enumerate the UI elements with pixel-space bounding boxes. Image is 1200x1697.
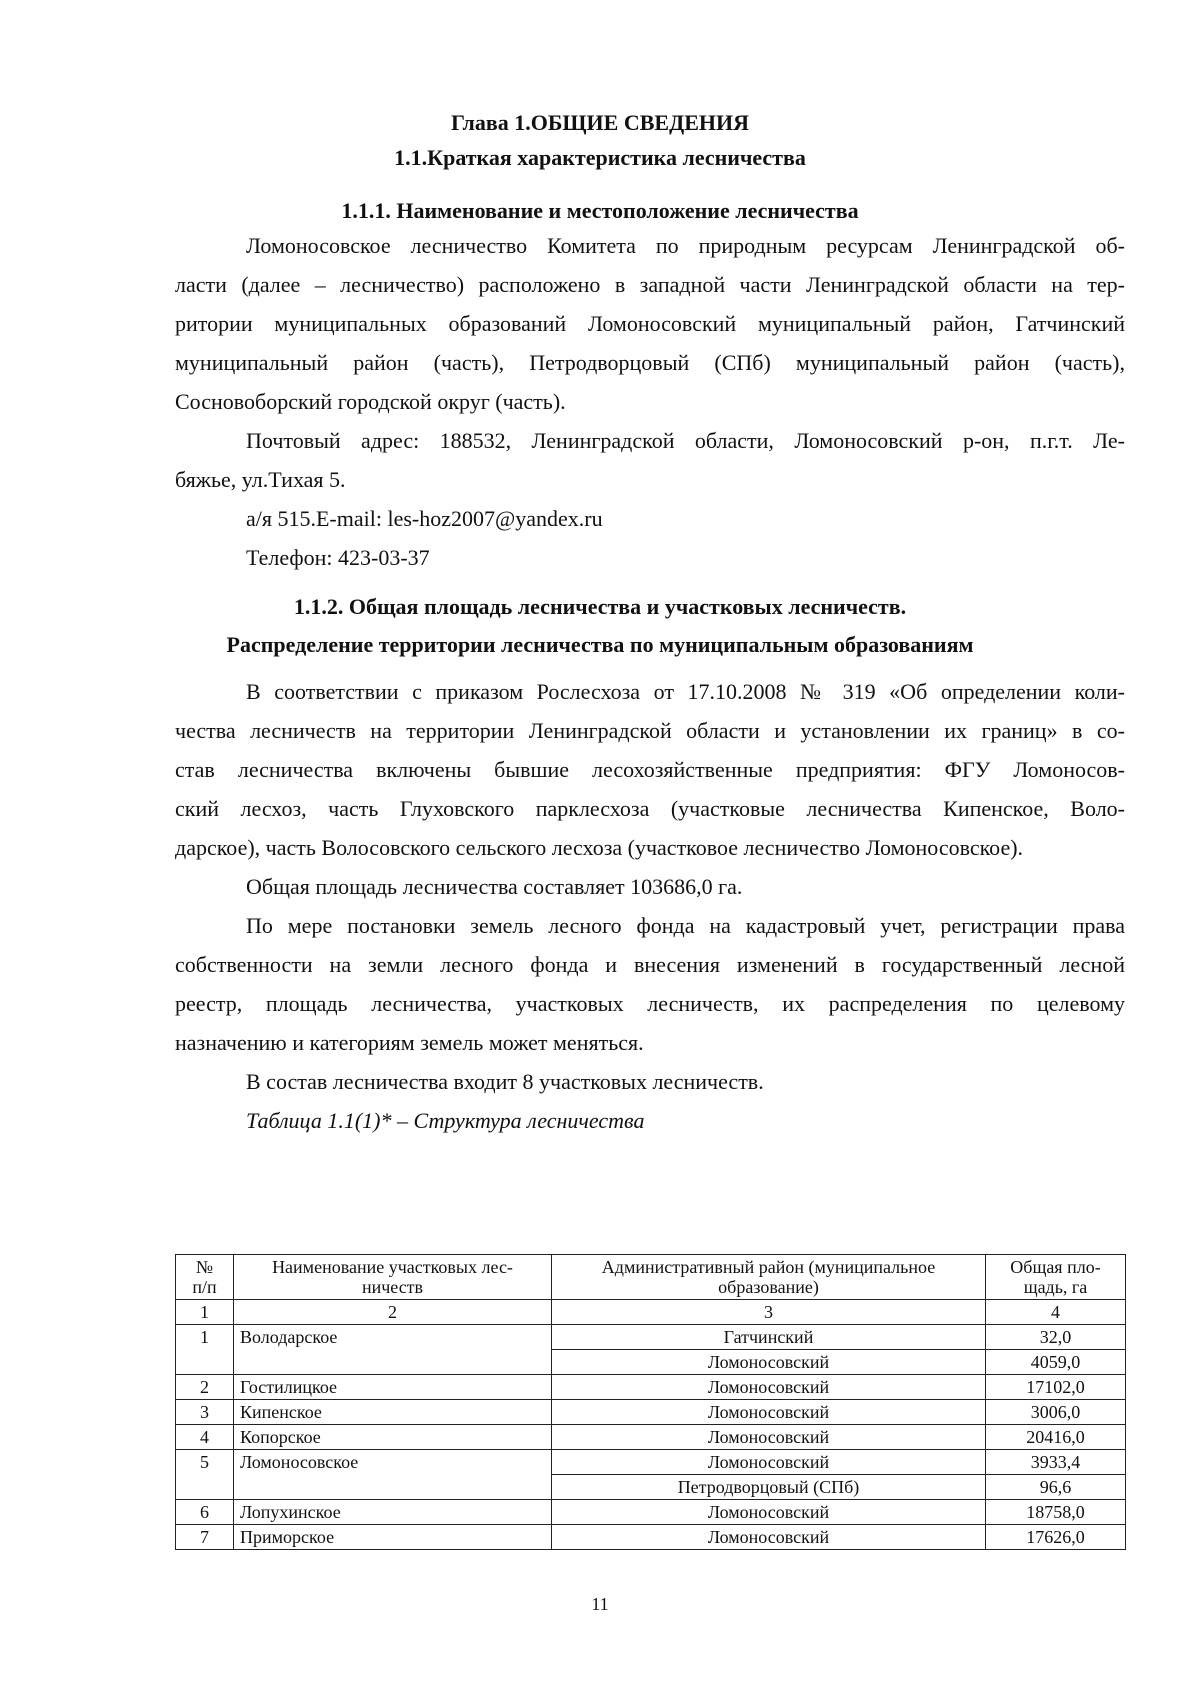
paragraph-line: ский лесхоз, часть Глуховского парклесхоза (участковые лесничества Кипенское, Воло- bbox=[175, 796, 1125, 821]
table-caption: Таблица 1.1(1)* – Структура лесничества bbox=[246, 1108, 645, 1133]
paragraph-line: ритории муниципальных образований Ломоносовский муниципальный район, Гатчинский bbox=[175, 311, 1125, 336]
row-number: 3 bbox=[176, 1400, 234, 1425]
forestry-name: Лопухинское bbox=[234, 1500, 552, 1525]
subsection-2-subtitle: Распределение территории лесничества по муниципальным образованиям bbox=[226, 632, 974, 657]
row-number: 4 bbox=[176, 1425, 234, 1450]
forestry-name: Приморское bbox=[234, 1525, 552, 1550]
district-cell: Ломоносовский bbox=[552, 1425, 986, 1450]
area-cell: 3006,0 bbox=[986, 1400, 1126, 1425]
paragraph-line: чества лесничеств на территории Ленинградской области и установлении их границ» в со- bbox=[175, 718, 1125, 743]
forestry-name: Гостилицкое bbox=[234, 1375, 552, 1400]
paragraph-line: В соответствии с приказом Рослесхоза от 17.10.2008 № 319 «Об определении коли- bbox=[246, 679, 1125, 704]
column-number: 1 bbox=[176, 1300, 234, 1325]
paragraph-line: дарское), часть Волосовского сельского лесхоза (участковое лесничество Ломоносовское). bbox=[175, 835, 1024, 860]
phone-line: Телефон: 423-03-37 bbox=[246, 545, 430, 570]
area-cell: 4059,0 bbox=[986, 1350, 1126, 1375]
table-row bbox=[176, 1525, 1126, 1550]
page-number: 11 bbox=[591, 1594, 609, 1614]
row-number: 6 bbox=[176, 1500, 234, 1525]
header-cell: Административный район (муниципальное образование) bbox=[552, 1255, 986, 1300]
district-cell: Ломоносовский bbox=[552, 1375, 986, 1400]
structure-table bbox=[175, 1254, 1126, 1550]
district-cell: Ломоносовский bbox=[552, 1500, 986, 1525]
column-number-row bbox=[176, 1300, 1126, 1325]
column-number: 2 bbox=[234, 1300, 552, 1325]
column-number: 3 bbox=[552, 1300, 986, 1325]
table-row bbox=[176, 1425, 1126, 1450]
section-title: 1.1.Краткая характеристика лесничества bbox=[394, 145, 806, 170]
header-cell: Общая пло- щадь, га bbox=[986, 1255, 1126, 1300]
table-row bbox=[176, 1500, 1126, 1525]
address-line: бяжье, ул.Тихая 5. bbox=[175, 467, 346, 492]
district-cell: Ломоносовский bbox=[552, 1525, 986, 1550]
table-row bbox=[176, 1375, 1126, 1400]
total-area-line: Общая площадь лесничества составляет 103686,0 га. bbox=[246, 874, 743, 899]
area-cell: 17102,0 bbox=[986, 1375, 1126, 1400]
paragraph-line: собственности на земли лесного фонда и внесения изменений в государственный лесной bbox=[175, 952, 1125, 977]
forestry-name: Кипенское bbox=[234, 1400, 552, 1425]
district-cell: Ломоносовский bbox=[552, 1400, 986, 1425]
table-row bbox=[176, 1325, 1126, 1350]
column-number: 4 bbox=[986, 1300, 1126, 1325]
paragraph-line: реестр, площадь лесничества, участковых лесничеств, их распределения по целевому bbox=[175, 991, 1125, 1016]
header-cell: Наименование участковых лес- ничеств bbox=[234, 1255, 552, 1300]
header-cell: № п/п bbox=[176, 1255, 234, 1300]
row-number: 2 bbox=[176, 1375, 234, 1400]
row-number: 5 bbox=[176, 1450, 234, 1500]
table-row bbox=[176, 1450, 1126, 1475]
area-cell: 32,0 bbox=[986, 1325, 1126, 1350]
subsection-1-title: 1.1.1. Наименование и местоположение лесничества bbox=[341, 198, 859, 223]
district-cell: Петродворцовый (СПб) bbox=[552, 1475, 986, 1500]
area-cell: 96,6 bbox=[986, 1475, 1126, 1500]
email-line: а/я 515.E-mail: les-hoz2007@yandex.ru bbox=[246, 506, 603, 531]
paragraph-line: став лесничества включены бывшие лесохозяйственные предприятия: ФГУ Ломоносов- bbox=[175, 757, 1125, 782]
area-cell: 17626,0 bbox=[986, 1525, 1126, 1550]
row-number: 1 bbox=[176, 1325, 234, 1375]
district-cell: Гатчинский bbox=[552, 1325, 986, 1350]
paragraph-line: муниципальный район (часть), Петродворцовый (СПб) муниципальный район (часть), bbox=[175, 350, 1125, 375]
forestry-name: Копорское bbox=[234, 1425, 552, 1450]
row-number: 7 bbox=[176, 1525, 234, 1550]
table-row bbox=[176, 1400, 1126, 1425]
paragraph-line: ласти (далее – лесничество) расположено в западной части Ленинградской области на тер- bbox=[175, 272, 1125, 297]
address-line: Почтовый адрес: 188532, Ленинградской области, Ломоносовский р-он, п.г.т. Ле- bbox=[246, 428, 1125, 453]
area-cell: 18758,0 bbox=[986, 1500, 1126, 1525]
forestry-name: Володарское bbox=[234, 1325, 552, 1375]
district-cell: Ломоносовский bbox=[552, 1450, 986, 1475]
area-cell: 3933,4 bbox=[986, 1450, 1126, 1475]
paragraph-line: Ломоносовское лесничество Комитета по природным ресурсам Ленинградской об- bbox=[246, 233, 1125, 258]
paragraph-line: Сосновоборский городской округ (часть). bbox=[175, 389, 566, 414]
paragraph-line: назначению и категориям земель может меняться. bbox=[175, 1030, 644, 1055]
subsection-2-title: 1.1.2. Общая площадь лесничества и участковых лесничеств. bbox=[293, 594, 907, 619]
count-line: В состав лесничества входит 8 участковых лесничеств. bbox=[246, 1069, 764, 1094]
paragraph-line: По мере постановки земель лесного фонда на кадастровый учет, регистрации права bbox=[246, 913, 1125, 938]
area-cell: 20416,0 bbox=[986, 1425, 1126, 1450]
chapter-title: Глава 1.ОБЩИЕ СВЕДЕНИЯ bbox=[451, 110, 749, 135]
table-header-row bbox=[176, 1255, 1126, 1300]
forestry-name: Ломоносовское bbox=[234, 1450, 552, 1500]
district-cell: Ломоносовский bbox=[552, 1350, 986, 1375]
